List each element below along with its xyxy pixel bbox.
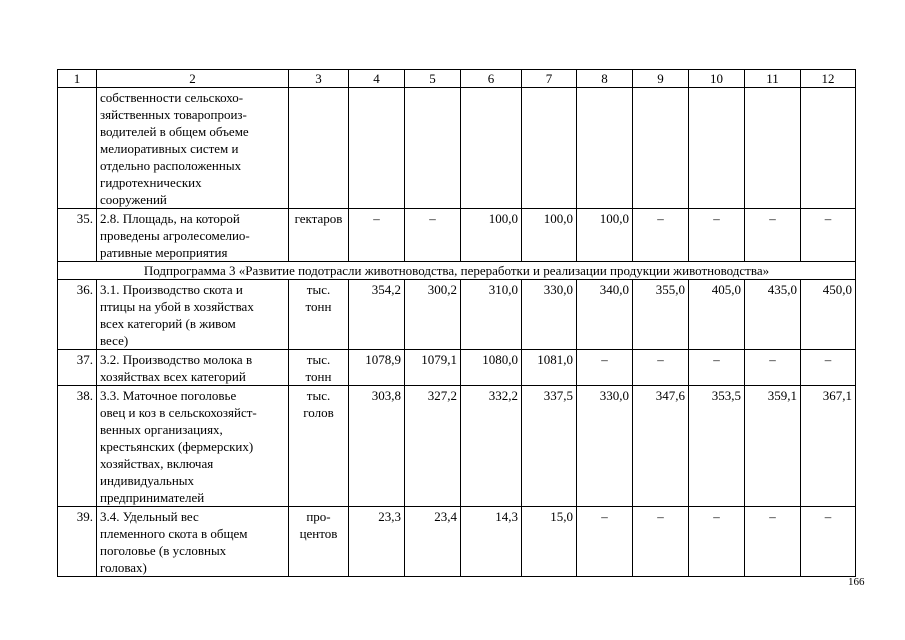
value-cell: – [633,507,689,577]
value-cell: 23,3 [349,507,405,577]
continuation-row [58,88,856,209]
value-cell [633,88,689,209]
value-cell: – [745,507,801,577]
value-cell: 347,6 [633,386,689,507]
row-number-cell: 37. [58,350,97,386]
value-cell: 355,0 [633,280,689,350]
header-cell: 8 [577,70,633,88]
indicator-description [97,88,289,209]
unit-cell [289,386,349,507]
header-cell: 6 [461,70,522,88]
value-cell: 1078,9 [349,350,405,386]
value-cell: 332,2 [461,386,522,507]
description-line: птицы на убой в хозяйствах [100,299,254,314]
description-line: собственности сельскохо- [100,90,244,105]
description-line: 3.1. Производство скота и [100,282,243,297]
unit-line: тыс. [306,388,331,403]
header-row [58,70,856,88]
description-line: отдельно расположенных [100,158,242,173]
value-cell: – [349,209,405,262]
value-cell: 100,0 [577,209,633,262]
table-row [58,507,856,577]
value-cell: – [577,507,633,577]
value-cell: 359,1 [745,386,801,507]
header-cell: 4 [349,70,405,88]
value-cell: – [689,350,745,386]
row-number-cell [58,88,97,209]
description-line: овец и коз в сельскохозяйст- [100,405,257,420]
description-line: проведены агролесомелио- [100,228,250,243]
unit-cell [289,280,349,350]
header-cell: 5 [405,70,461,88]
description-line: поголовье (в условных [100,543,227,558]
description-line: сооружений [100,192,167,207]
value-cell: – [405,209,461,262]
value-cell: 300,2 [405,280,461,350]
row-number-cell: 35. [58,209,97,262]
header-cell: 11 [745,70,801,88]
header-cell: 3 [289,70,349,88]
description-line: водителей в общем объеме [100,124,249,139]
value-cell [577,88,633,209]
subprogram-row [58,262,856,280]
value-cell: 337,5 [522,386,577,507]
description-line: ративные мероприятия [100,245,228,260]
description-line: 3.2. Производство молока в [100,352,253,367]
unit-line: гектаров [294,211,343,226]
value-cell: – [577,350,633,386]
value-cell: 14,3 [461,507,522,577]
header-cell: 10 [689,70,745,88]
value-cell: 330,0 [522,280,577,350]
indicator-description [97,350,289,386]
indicator-description [97,386,289,507]
value-cell [461,88,522,209]
table-row [58,280,856,350]
unit-line: про- [306,509,331,524]
header-cell: 12 [801,70,856,88]
value-cell: 100,0 [522,209,577,262]
value-cell: 405,0 [689,280,745,350]
value-cell: 100,0 [461,209,522,262]
description-line: индивидуальных [100,473,195,488]
unit-line: тыс. [306,282,331,297]
description-line: 3.3. Маточное поголовье [100,388,237,403]
header-cell: 7 [522,70,577,88]
description-line: хозяйствах всех категорий [100,369,246,384]
description-line: племенного скота в общем [100,526,248,541]
value-cell: 1079,1 [405,350,461,386]
value-cell: 354,2 [349,280,405,350]
value-cell: 330,0 [577,386,633,507]
table-row [58,209,856,262]
value-cell: – [745,209,801,262]
value-cell: – [745,350,801,386]
value-cell: – [633,209,689,262]
subprogram-heading: Подпрограмма 3 «Развитие подотрасли животноводства, переработки и реализации продукции животноводства» [58,262,856,280]
description-line: 2.8. Площадь, на которой [100,211,240,226]
description-line: зяйственных товаропроиз- [100,107,247,122]
value-cell [349,88,405,209]
description-line: весе) [100,333,129,348]
value-cell [405,88,461,209]
unit-cell [289,209,349,262]
value-cell [689,88,745,209]
row-number-cell: 39. [58,507,97,577]
page-number: 166 [848,576,865,588]
value-cell: 15,0 [522,507,577,577]
value-cell: – [689,507,745,577]
value-cell: – [801,350,856,386]
description-line: головах) [100,560,147,575]
indicator-description [97,209,289,262]
table-row [58,350,856,386]
unit-line: тонн [305,299,332,314]
indicator-table [57,69,856,577]
value-cell: 435,0 [745,280,801,350]
unit-line: центов [299,526,338,541]
row-number-cell: 36. [58,280,97,350]
indicator-description [97,280,289,350]
indicator-description [97,507,289,577]
value-cell: 310,0 [461,280,522,350]
description-line: предпринимателей [100,490,205,505]
value-cell: 303,8 [349,386,405,507]
unit-cell [289,88,349,209]
header-cell: 9 [633,70,689,88]
description-line: мелиоративных систем и [100,141,239,156]
unit-cell [289,507,349,577]
value-cell [801,88,856,209]
description-line: крестьянских (фермерских) [100,439,254,454]
header-cell: 1 [58,70,97,88]
unit-cell [289,350,349,386]
value-cell: – [801,209,856,262]
description-line: всех категорий (в живом [100,316,236,331]
row-number-cell: 38. [58,386,97,507]
value-cell: 327,2 [405,386,461,507]
description-line: хозяйствах, включая [100,456,214,471]
description-line: венных организациях, [100,422,223,437]
description-line: 3.4. Удельный вес [100,509,199,524]
unit-line: тонн [305,369,332,384]
value-cell: 1081,0 [522,350,577,386]
value-cell [745,88,801,209]
unit-line: голов [303,405,334,420]
value-cell: 367,1 [801,386,856,507]
header-cell: 2 [97,70,289,88]
value-cell: 450,0 [801,280,856,350]
unit-line: тыс. [306,352,331,367]
table-row [58,386,856,507]
value-cell: 353,5 [689,386,745,507]
value-cell: – [633,350,689,386]
value-cell [522,88,577,209]
value-cell: – [689,209,745,262]
value-cell: 1080,0 [461,350,522,386]
value-cell: – [801,507,856,577]
description-line: гидротехнических [100,175,202,190]
value-cell: 23,4 [405,507,461,577]
value-cell: 340,0 [577,280,633,350]
